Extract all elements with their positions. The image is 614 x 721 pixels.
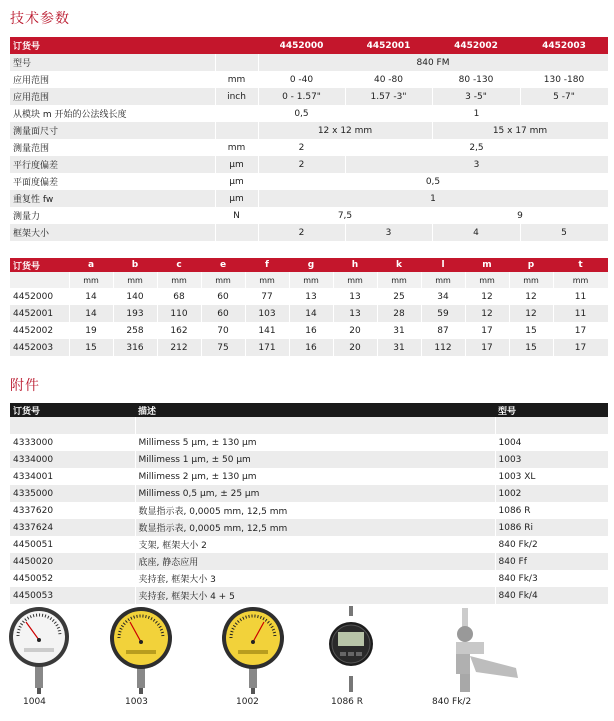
dims-header-cell: k <box>377 258 421 272</box>
acc-cell: Millimess 0,5 µm, ± 25 µm <box>135 485 495 502</box>
dims-header-cell: f <box>245 258 289 272</box>
dims-cell: 31 <box>377 339 421 356</box>
dims-cell: 15 <box>69 339 113 356</box>
acc-header-row <box>10 403 608 417</box>
table-row <box>10 553 608 570</box>
spec-row-label: 测量范围 <box>10 139 215 156</box>
acc-cell: 4450051 <box>10 536 135 553</box>
acc-cell <box>135 417 495 434</box>
dims-cell: 13 <box>289 288 333 305</box>
spec-cell: 5 <box>520 224 608 241</box>
spec-row-unit <box>215 122 258 139</box>
acc-cell: 4450020 <box>10 553 135 570</box>
dims-cell: 193 <box>113 305 157 322</box>
dims-header-cell: 订货号 <box>10 258 69 272</box>
dims-cell: 103 <box>245 305 289 322</box>
dims-cell: 13 <box>333 305 377 322</box>
dims-cell: 16 <box>289 339 333 356</box>
spec-row <box>10 190 608 207</box>
digital-indicator-1086r-image <box>328 606 374 696</box>
spec-table <box>10 37 609 241</box>
table-row <box>10 536 608 553</box>
spec-cell: 9 <box>432 207 608 224</box>
spec-row-unit: inch <box>215 88 258 105</box>
acc-header-cell: 描述 <box>135 403 495 417</box>
dial-indicator-1004-image <box>8 606 70 696</box>
spec-cell: 2 <box>258 224 345 241</box>
dims-cell: 4452002 <box>10 322 69 339</box>
spec-row-label: 框架大小 <box>10 224 215 241</box>
dims-header-cell: b <box>113 258 157 272</box>
spec-header-col: 4452001 <box>345 37 432 54</box>
dims-header-cell: a <box>69 258 113 272</box>
acc-cell <box>495 417 608 434</box>
dims-cell: 141 <box>245 322 289 339</box>
acc-cell: 4450052 <box>10 570 135 587</box>
acc-cell: 1086 R <box>495 502 608 519</box>
acc-cell: 840 Fk/4 <box>495 587 608 604</box>
dims-unit-cell: mm <box>289 272 333 288</box>
spec-row <box>10 105 608 122</box>
acc-cell <box>10 417 135 434</box>
dims-cell: 28 <box>377 305 421 322</box>
spec-cell: 5 -7" <box>520 88 608 105</box>
dims-unit-cell: mm <box>465 272 509 288</box>
table-row <box>10 305 608 322</box>
spec-cell: 40 -80 <box>345 71 432 88</box>
spec-row-unit <box>215 54 258 71</box>
spec-row-unit: µm <box>215 156 258 173</box>
acc-cell: 4333000 <box>10 434 135 451</box>
spec-row-label: 测量面尺寸 <box>10 122 215 139</box>
spec-row-unit: µm <box>215 173 258 190</box>
table-row <box>10 468 608 485</box>
acc-cell: 夹持套, 框架大小 3 <box>135 570 495 587</box>
table-row <box>10 288 608 305</box>
dims-cell: 14 <box>69 305 113 322</box>
dims-unit-row <box>10 272 608 288</box>
dims-cell: 59 <box>421 305 465 322</box>
dims-unit-cell: mm <box>157 272 201 288</box>
dims-cell: 12 <box>509 305 553 322</box>
spec-row-label: 平面度偏差 <box>10 173 215 190</box>
acc-cell: 夹持套, 框架大小 4 + 5 <box>135 587 495 604</box>
dims-header-cell: e <box>201 258 245 272</box>
acc-cell: Millimess 5 µm, ± 130 µm <box>135 434 495 451</box>
table-row <box>10 322 608 339</box>
product-label: 1003 <box>125 697 148 707</box>
dims-cell: 17 <box>553 339 608 356</box>
spec-row <box>10 139 608 156</box>
spec-row-unit <box>215 224 258 241</box>
dims-cell: 19 <box>69 322 113 339</box>
section-title-accessories: 附件 <box>10 378 40 394</box>
dims-unit-cell: mm <box>377 272 421 288</box>
spec-cell: 7,5 <box>258 207 432 224</box>
spec-row <box>10 156 608 173</box>
dims-cell: 20 <box>333 339 377 356</box>
table-row <box>10 485 608 502</box>
dims-cell: 13 <box>333 288 377 305</box>
dims-unit-cell: mm <box>201 272 245 288</box>
dims-cell: 17 <box>465 322 509 339</box>
spec-row-label: 平行度偏差 <box>10 156 215 173</box>
dial-indicator-1003-image <box>108 606 174 696</box>
dims-header-cell: t <box>553 258 608 272</box>
dims-unit-cell: mm <box>113 272 157 288</box>
acc-cell: 数显指示表, 0,0005 mm, 12,5 mm <box>135 519 495 536</box>
product-label: 1002 <box>236 697 259 707</box>
spec-row <box>10 71 608 88</box>
spec-cell: 1 <box>345 105 608 122</box>
spec-header-unit <box>215 37 258 54</box>
acc-cell: 1004 <box>495 434 608 451</box>
spec-cell: 840 FM <box>258 54 608 71</box>
table-row <box>10 434 608 451</box>
spec-row-label: 型号 <box>10 54 215 71</box>
dims-unit-cell: mm <box>245 272 289 288</box>
spec-row <box>10 122 608 139</box>
spec-header-label: 订货号 <box>10 37 215 54</box>
table-row <box>10 417 608 434</box>
acc-cell: 1003 <box>495 451 608 468</box>
spec-cell: 3 <box>345 224 432 241</box>
dims-cell: 15 <box>509 339 553 356</box>
dims-cell: 17 <box>553 322 608 339</box>
accessories-table <box>10 403 609 604</box>
acc-cell: 4335000 <box>10 485 135 502</box>
dims-cell: 4452001 <box>10 305 69 322</box>
spec-header-row <box>10 37 608 54</box>
dims-cell: 212 <box>157 339 201 356</box>
dims-cell: 316 <box>113 339 157 356</box>
dims-cell: 68 <box>157 288 201 305</box>
dims-header-cell: l <box>421 258 465 272</box>
dims-unit-cell <box>10 272 69 288</box>
acc-cell: 840 Ff <box>495 553 608 570</box>
dims-cell: 12 <box>509 288 553 305</box>
table-row <box>10 570 608 587</box>
spec-cell: 0 - 1.57" <box>258 88 345 105</box>
acc-cell: 4450053 <box>10 587 135 604</box>
dimensions-table <box>10 258 609 356</box>
acc-header-cell: 订货号 <box>10 403 135 417</box>
dims-cell: 110 <box>157 305 201 322</box>
acc-cell: 4334001 <box>10 468 135 485</box>
spec-cell: 3 -5" <box>432 88 520 105</box>
dims-unit-cell: mm <box>333 272 377 288</box>
dims-cell: 75 <box>201 339 245 356</box>
acc-cell: 1003 XL <box>495 468 608 485</box>
spec-cell: 0,5 <box>258 105 345 122</box>
dims-cell: 77 <box>245 288 289 305</box>
dims-header-cell: p <box>509 258 553 272</box>
spec-cell: 130 -180 <box>520 71 608 88</box>
dims-cell: 20 <box>333 322 377 339</box>
spec-row <box>10 207 608 224</box>
acc-cell: Millimess 1 µm, ± 50 µm <box>135 451 495 468</box>
dims-cell: 16 <box>289 322 333 339</box>
dims-unit-cell: mm <box>509 272 553 288</box>
dims-cell: 112 <box>421 339 465 356</box>
spec-cell: 15 x 17 mm <box>432 122 608 139</box>
acc-header-cell: 型号 <box>495 403 608 417</box>
acc-cell: 数显指示表, 0,0005 mm, 12,5 mm <box>135 502 495 519</box>
acc-cell: 1086 Ri <box>495 519 608 536</box>
dims-cell: 15 <box>509 322 553 339</box>
product-label: 1086 R <box>331 697 364 707</box>
spec-cell: 2 <box>258 156 345 173</box>
section-title-tech: 技术参数 <box>10 11 70 27</box>
spec-row-label: 应用范围 <box>10 71 215 88</box>
spec-row-unit: N <box>215 207 258 224</box>
spec-row-unit: mm <box>215 71 258 88</box>
holder-840fk2-image <box>436 606 526 698</box>
spec-cell: 4 <box>432 224 520 241</box>
dims-cell: 14 <box>289 305 333 322</box>
dims-cell: 4452000 <box>10 288 69 305</box>
dims-cell: 140 <box>113 288 157 305</box>
dims-cell: 171 <box>245 339 289 356</box>
acc-cell: 840 Fk/2 <box>495 536 608 553</box>
product-label: 1004 <box>23 697 46 707</box>
dims-cell: 87 <box>421 322 465 339</box>
spec-row-label: 应用范围 <box>10 88 215 105</box>
acc-cell: 1002 <box>495 485 608 502</box>
spec-row <box>10 224 608 241</box>
dims-cell: 34 <box>421 288 465 305</box>
spec-cell: 80 -130 <box>432 71 520 88</box>
dims-header-row <box>10 258 608 272</box>
acc-cell: 840 Fk/3 <box>495 570 608 587</box>
acc-cell: 4337620 <box>10 502 135 519</box>
dims-header-cell: h <box>333 258 377 272</box>
spec-cell: 3 <box>345 156 608 173</box>
acc-cell: Millimess 2 µm, ± 130 µm <box>135 468 495 485</box>
dims-cell: 4452003 <box>10 339 69 356</box>
spec-row-unit: µm <box>215 190 258 207</box>
spec-cell: 0 -40 <box>258 71 345 88</box>
dims-cell: 60 <box>201 305 245 322</box>
dial-indicator-1002-image <box>220 606 286 696</box>
dims-unit-cell: mm <box>421 272 465 288</box>
dims-header-cell: c <box>157 258 201 272</box>
dims-cell: 162 <box>157 322 201 339</box>
dims-header-cell: m <box>465 258 509 272</box>
spec-cell: 1.57 -3" <box>345 88 432 105</box>
spec-cell: 2 <box>258 139 345 156</box>
table-row <box>10 451 608 468</box>
dims-cell: 25 <box>377 288 421 305</box>
dims-cell: 17 <box>465 339 509 356</box>
dims-header-cell: g <box>289 258 333 272</box>
dims-unit-cell: mm <box>553 272 608 288</box>
acc-cell: 支架, 框架大小 2 <box>135 536 495 553</box>
dims-cell: 60 <box>201 288 245 305</box>
dims-cell: 258 <box>113 322 157 339</box>
spec-header-col: 4452000 <box>258 37 345 54</box>
spec-cell: 1 <box>258 190 608 207</box>
acc-cell: 4334000 <box>10 451 135 468</box>
dims-cell: 70 <box>201 322 245 339</box>
spec-row <box>10 88 608 105</box>
dims-cell: 31 <box>377 322 421 339</box>
table-row <box>10 587 608 604</box>
spec-cell: 0,5 <box>258 173 608 190</box>
spec-row-label: 测量力 <box>10 207 215 224</box>
spec-cell: 2,5 <box>345 139 608 156</box>
spec-header-col: 4452003 <box>520 37 608 54</box>
dims-cell: 14 <box>69 288 113 305</box>
dims-cell: 12 <box>465 305 509 322</box>
dims-cell: 12 <box>465 288 509 305</box>
table-row <box>10 339 608 356</box>
table-row <box>10 519 608 536</box>
acc-cell: 4337624 <box>10 519 135 536</box>
spec-cell: 12 x 12 mm <box>258 122 432 139</box>
table-row <box>10 502 608 519</box>
acc-cell: 底座, 静态应用 <box>135 553 495 570</box>
spec-row-label: 重复性 fw <box>10 190 215 207</box>
dims-cell: 11 <box>553 288 608 305</box>
spec-row <box>10 54 608 71</box>
spec-row-label: 从模块 m 开始的公法线长度 <box>10 105 215 122</box>
spec-row-unit: mm <box>215 139 258 156</box>
spec-row <box>10 173 608 190</box>
dims-cell: 11 <box>553 305 608 322</box>
spec-header-col: 4452002 <box>432 37 520 54</box>
spec-row-unit <box>215 105 258 122</box>
product-label: 840 Fk/2 <box>432 697 472 707</box>
dims-unit-cell: mm <box>69 272 113 288</box>
